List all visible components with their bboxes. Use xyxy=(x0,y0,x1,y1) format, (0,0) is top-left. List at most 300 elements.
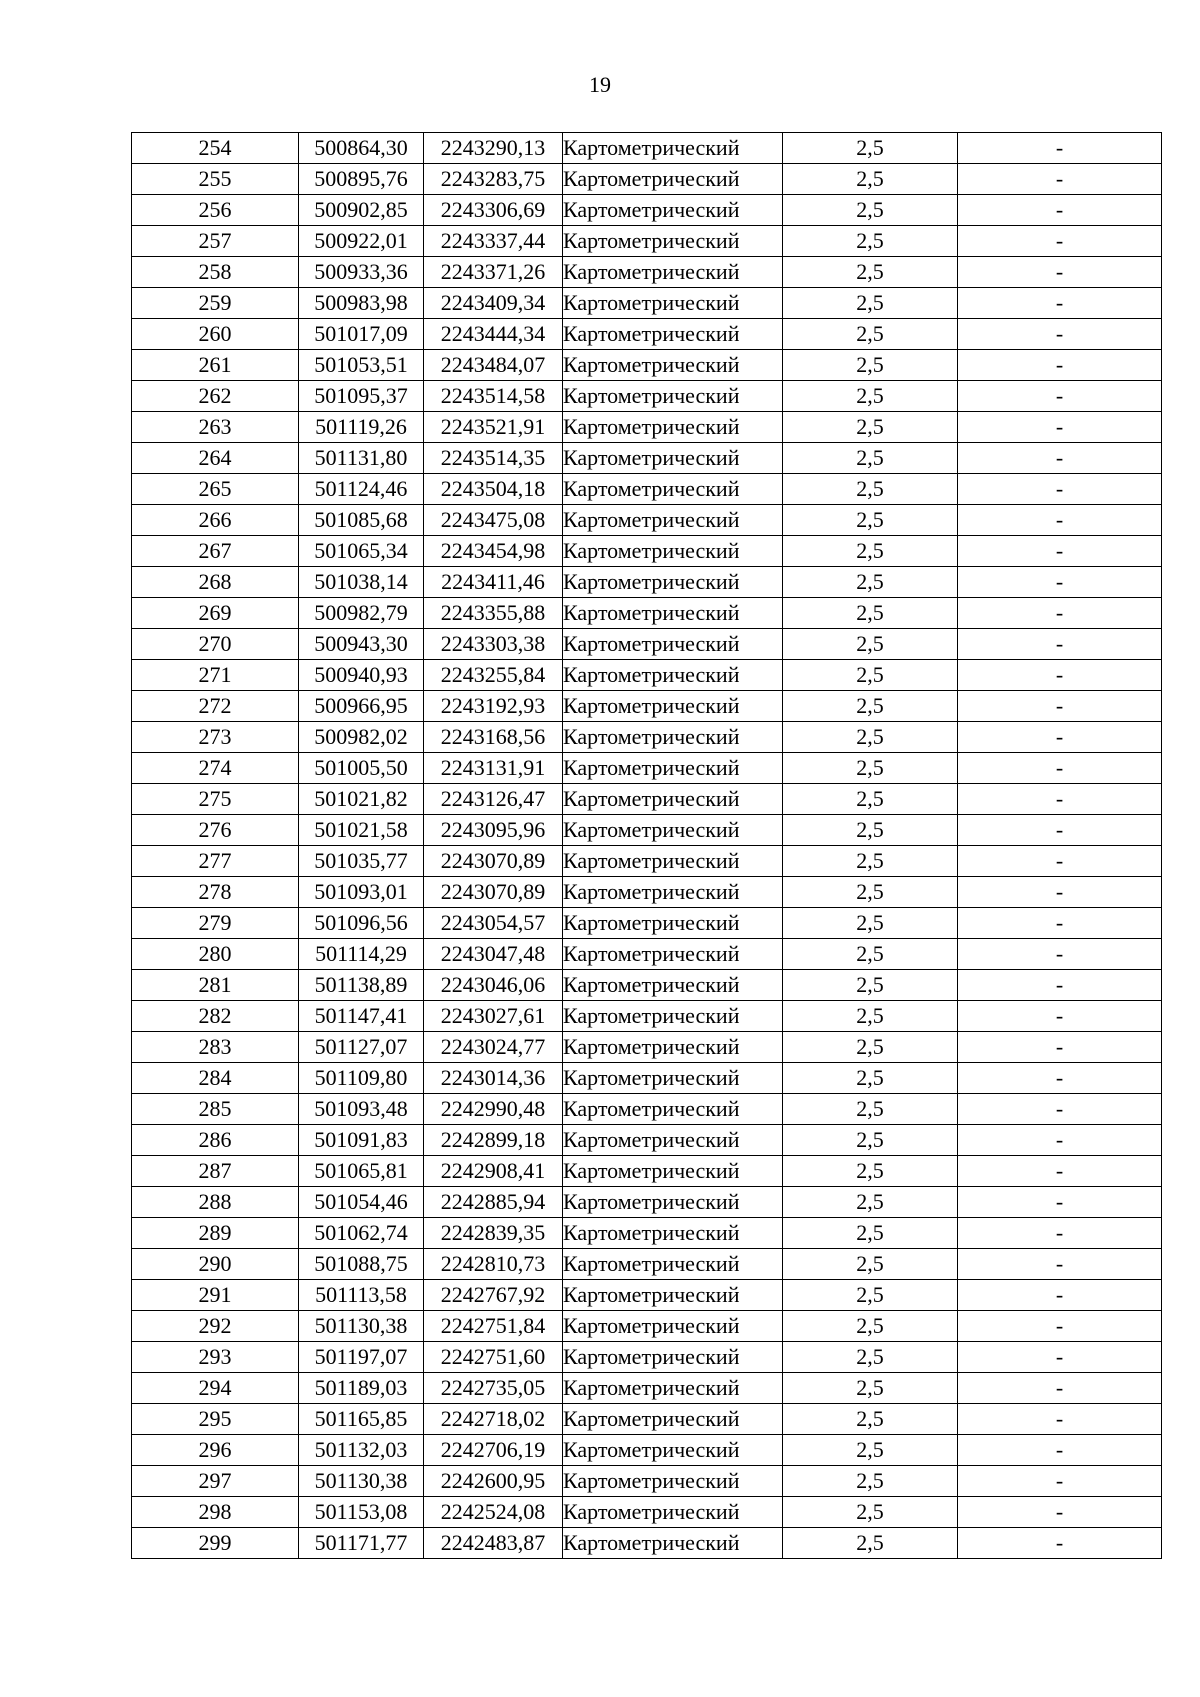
accuracy-cell: 2,5 xyxy=(783,412,958,443)
point-number-cell: 277 xyxy=(132,846,299,877)
accuracy-cell: 2,5 xyxy=(783,1218,958,1249)
y-coordinate-cell: 2242885,94 xyxy=(424,1187,563,1218)
x-coordinate-cell: 501005,50 xyxy=(299,753,424,784)
coordinates-table-body xyxy=(132,133,1162,1559)
accuracy-cell: 2,5 xyxy=(783,1373,958,1404)
table-row xyxy=(132,412,1162,443)
table-row xyxy=(132,474,1162,505)
description-cell: - xyxy=(958,1497,1162,1528)
table-row xyxy=(132,691,1162,722)
accuracy-cell: 2,5 xyxy=(783,381,958,412)
point-number-cell: 299 xyxy=(132,1528,299,1559)
description-cell: - xyxy=(958,474,1162,505)
table-row xyxy=(132,1001,1162,1032)
table-row xyxy=(132,846,1162,877)
x-coordinate-cell: 500982,02 xyxy=(299,722,424,753)
method-cell: Картометрический xyxy=(563,1435,783,1466)
y-coordinate-cell: 2243444,34 xyxy=(424,319,563,350)
point-number-cell: 290 xyxy=(132,1249,299,1280)
x-coordinate-cell: 501035,77 xyxy=(299,846,424,877)
point-number-cell: 263 xyxy=(132,412,299,443)
y-coordinate-cell: 2243514,58 xyxy=(424,381,563,412)
description-cell: - xyxy=(958,1156,1162,1187)
method-cell: Картометрический xyxy=(563,1125,783,1156)
accuracy-cell: 2,5 xyxy=(783,1528,958,1559)
description-cell: - xyxy=(958,1218,1162,1249)
description-cell: - xyxy=(958,1404,1162,1435)
description-cell: - xyxy=(958,1311,1162,1342)
x-coordinate-cell: 500983,98 xyxy=(299,288,424,319)
method-cell: Картометрический xyxy=(563,1466,783,1497)
table-row xyxy=(132,288,1162,319)
description-cell: - xyxy=(958,1435,1162,1466)
x-coordinate-cell: 501065,34 xyxy=(299,536,424,567)
x-coordinate-cell: 501138,89 xyxy=(299,970,424,1001)
accuracy-cell: 2,5 xyxy=(783,784,958,815)
y-coordinate-cell: 2243303,38 xyxy=(424,629,563,660)
point-number-cell: 258 xyxy=(132,257,299,288)
method-cell: Картометрический xyxy=(563,1249,783,1280)
method-cell: Картометрический xyxy=(563,877,783,908)
point-number-cell: 254 xyxy=(132,133,299,164)
x-coordinate-cell: 501197,07 xyxy=(299,1342,424,1373)
y-coordinate-cell: 2243521,91 xyxy=(424,412,563,443)
x-coordinate-cell: 500982,79 xyxy=(299,598,424,629)
table-row xyxy=(132,1435,1162,1466)
table-row xyxy=(132,970,1162,1001)
accuracy-cell: 2,5 xyxy=(783,164,958,195)
table-row xyxy=(132,1094,1162,1125)
y-coordinate-cell: 2243475,08 xyxy=(424,505,563,536)
table-row xyxy=(132,1156,1162,1187)
accuracy-cell: 2,5 xyxy=(783,226,958,257)
point-number-cell: 269 xyxy=(132,598,299,629)
table-row xyxy=(132,1063,1162,1094)
y-coordinate-cell: 2242908,41 xyxy=(424,1156,563,1187)
table-row xyxy=(132,133,1162,164)
point-number-cell: 295 xyxy=(132,1404,299,1435)
table-row xyxy=(132,195,1162,226)
table-row xyxy=(132,1342,1162,1373)
y-coordinate-cell: 2242483,87 xyxy=(424,1528,563,1559)
method-cell: Картометрический xyxy=(563,939,783,970)
y-coordinate-cell: 2242718,02 xyxy=(424,1404,563,1435)
point-number-cell: 287 xyxy=(132,1156,299,1187)
point-number-cell: 262 xyxy=(132,381,299,412)
accuracy-cell: 2,5 xyxy=(783,660,958,691)
accuracy-cell: 2,5 xyxy=(783,722,958,753)
method-cell: Картометрический xyxy=(563,1094,783,1125)
method-cell: Картометрический xyxy=(563,1342,783,1373)
table-row xyxy=(132,1404,1162,1435)
accuracy-cell: 2,5 xyxy=(783,939,958,970)
y-coordinate-cell: 2243454,98 xyxy=(424,536,563,567)
y-coordinate-cell: 2243283,75 xyxy=(424,164,563,195)
description-cell: - xyxy=(958,133,1162,164)
x-coordinate-cell: 500933,36 xyxy=(299,257,424,288)
x-coordinate-cell: 501130,38 xyxy=(299,1466,424,1497)
method-cell: Картометрический xyxy=(563,257,783,288)
x-coordinate-cell: 500864,30 xyxy=(299,133,424,164)
accuracy-cell: 2,5 xyxy=(783,1497,958,1528)
y-coordinate-cell: 2243484,07 xyxy=(424,350,563,381)
table-row xyxy=(132,1373,1162,1404)
method-cell: Картометрический xyxy=(563,846,783,877)
coordinates-table xyxy=(131,132,1162,1559)
table-row xyxy=(132,257,1162,288)
method-cell: Картометрический xyxy=(563,474,783,505)
accuracy-cell: 2,5 xyxy=(783,505,958,536)
x-coordinate-cell: 501054,46 xyxy=(299,1187,424,1218)
accuracy-cell: 2,5 xyxy=(783,536,958,567)
x-coordinate-cell: 501095,37 xyxy=(299,381,424,412)
x-coordinate-cell: 501093,48 xyxy=(299,1094,424,1125)
y-coordinate-cell: 2243504,18 xyxy=(424,474,563,505)
table-row xyxy=(132,939,1162,970)
accuracy-cell: 2,5 xyxy=(783,1280,958,1311)
description-cell: - xyxy=(958,691,1162,722)
description-cell: - xyxy=(958,567,1162,598)
description-cell: - xyxy=(958,288,1162,319)
point-number-cell: 273 xyxy=(132,722,299,753)
accuracy-cell: 2,5 xyxy=(783,1094,958,1125)
method-cell: Картометрический xyxy=(563,908,783,939)
method-cell: Картометрический xyxy=(563,1156,783,1187)
point-number-cell: 286 xyxy=(132,1125,299,1156)
table-row xyxy=(132,1032,1162,1063)
x-coordinate-cell: 501062,74 xyxy=(299,1218,424,1249)
y-coordinate-cell: 2243355,88 xyxy=(424,598,563,629)
accuracy-cell: 2,5 xyxy=(783,319,958,350)
point-number-cell: 261 xyxy=(132,350,299,381)
accuracy-cell: 2,5 xyxy=(783,195,958,226)
point-number-cell: 285 xyxy=(132,1094,299,1125)
description-cell: - xyxy=(958,1373,1162,1404)
point-number-cell: 291 xyxy=(132,1280,299,1311)
accuracy-cell: 2,5 xyxy=(783,1311,958,1342)
y-coordinate-cell: 2243047,48 xyxy=(424,939,563,970)
x-coordinate-cell: 501088,75 xyxy=(299,1249,424,1280)
y-coordinate-cell: 2242899,18 xyxy=(424,1125,563,1156)
x-coordinate-cell: 501119,26 xyxy=(299,412,424,443)
point-number-cell: 266 xyxy=(132,505,299,536)
y-coordinate-cell: 2243014,36 xyxy=(424,1063,563,1094)
point-number-cell: 267 xyxy=(132,536,299,567)
y-coordinate-cell: 2242706,19 xyxy=(424,1435,563,1466)
table-row xyxy=(132,1249,1162,1280)
accuracy-cell: 2,5 xyxy=(783,1001,958,1032)
x-coordinate-cell: 501114,29 xyxy=(299,939,424,970)
method-cell: Картометрический xyxy=(563,629,783,660)
y-coordinate-cell: 2242600,95 xyxy=(424,1466,563,1497)
x-coordinate-cell: 501189,03 xyxy=(299,1373,424,1404)
table-row xyxy=(132,164,1162,195)
description-cell: - xyxy=(958,443,1162,474)
point-number-cell: 284 xyxy=(132,1063,299,1094)
table-row xyxy=(132,1218,1162,1249)
accuracy-cell: 2,5 xyxy=(783,691,958,722)
description-cell: - xyxy=(958,226,1162,257)
point-number-cell: 298 xyxy=(132,1497,299,1528)
table-row xyxy=(132,381,1162,412)
point-number-cell: 268 xyxy=(132,567,299,598)
table-row xyxy=(132,505,1162,536)
method-cell: Картометрический xyxy=(563,1187,783,1218)
y-coordinate-cell: 2243255,84 xyxy=(424,660,563,691)
x-coordinate-cell: 501127,07 xyxy=(299,1032,424,1063)
point-number-cell: 292 xyxy=(132,1311,299,1342)
description-cell: - xyxy=(958,939,1162,970)
table-row xyxy=(132,443,1162,474)
point-number-cell: 293 xyxy=(132,1342,299,1373)
method-cell: Картометрический xyxy=(563,1001,783,1032)
point-number-cell: 272 xyxy=(132,691,299,722)
description-cell: - xyxy=(958,629,1162,660)
method-cell: Картометрический xyxy=(563,815,783,846)
table-row xyxy=(132,722,1162,753)
y-coordinate-cell: 2243054,57 xyxy=(424,908,563,939)
point-number-cell: 276 xyxy=(132,815,299,846)
y-coordinate-cell: 2242524,08 xyxy=(424,1497,563,1528)
accuracy-cell: 2,5 xyxy=(783,1342,958,1373)
table-row xyxy=(132,815,1162,846)
table-row xyxy=(132,1280,1162,1311)
y-coordinate-cell: 2243409,34 xyxy=(424,288,563,319)
x-coordinate-cell: 500902,85 xyxy=(299,195,424,226)
method-cell: Картометрический xyxy=(563,319,783,350)
method-cell: Картометрический xyxy=(563,660,783,691)
y-coordinate-cell: 2242810,73 xyxy=(424,1249,563,1280)
accuracy-cell: 2,5 xyxy=(783,846,958,877)
table-row xyxy=(132,598,1162,629)
description-cell: - xyxy=(958,1094,1162,1125)
accuracy-cell: 2,5 xyxy=(783,133,958,164)
x-coordinate-cell: 500895,76 xyxy=(299,164,424,195)
description-cell: - xyxy=(958,784,1162,815)
y-coordinate-cell: 2243126,47 xyxy=(424,784,563,815)
point-number-cell: 265 xyxy=(132,474,299,505)
point-number-cell: 294 xyxy=(132,1373,299,1404)
x-coordinate-cell: 501021,82 xyxy=(299,784,424,815)
description-cell: - xyxy=(958,1342,1162,1373)
y-coordinate-cell: 2243411,46 xyxy=(424,567,563,598)
x-coordinate-cell: 501124,46 xyxy=(299,474,424,505)
x-coordinate-cell: 501165,85 xyxy=(299,1404,424,1435)
table-row xyxy=(132,536,1162,567)
point-number-cell: 264 xyxy=(132,443,299,474)
method-cell: Картометрический xyxy=(563,753,783,784)
accuracy-cell: 2,5 xyxy=(783,753,958,784)
method-cell: Картометрический xyxy=(563,1280,783,1311)
description-cell: - xyxy=(958,753,1162,784)
x-coordinate-cell: 500966,95 xyxy=(299,691,424,722)
point-number-cell: 288 xyxy=(132,1187,299,1218)
accuracy-cell: 2,5 xyxy=(783,443,958,474)
method-cell: Картометрический xyxy=(563,536,783,567)
y-coordinate-cell: 2243290,13 xyxy=(424,133,563,164)
y-coordinate-cell: 2243168,56 xyxy=(424,722,563,753)
y-coordinate-cell: 2243070,89 xyxy=(424,877,563,908)
description-cell: - xyxy=(958,970,1162,1001)
method-cell: Картометрический xyxy=(563,1404,783,1435)
accuracy-cell: 2,5 xyxy=(783,1249,958,1280)
table-row xyxy=(132,784,1162,815)
point-number-cell: 289 xyxy=(132,1218,299,1249)
x-coordinate-cell: 501130,38 xyxy=(299,1311,424,1342)
table-row xyxy=(132,1125,1162,1156)
x-coordinate-cell: 501153,08 xyxy=(299,1497,424,1528)
description-cell: - xyxy=(958,877,1162,908)
description-cell: - xyxy=(958,1063,1162,1094)
description-cell: - xyxy=(958,1528,1162,1559)
method-cell: Картометрический xyxy=(563,164,783,195)
y-coordinate-cell: 2243192,93 xyxy=(424,691,563,722)
description-cell: - xyxy=(958,815,1162,846)
accuracy-cell: 2,5 xyxy=(783,1125,958,1156)
y-coordinate-cell: 2242839,35 xyxy=(424,1218,563,1249)
table-row xyxy=(132,567,1162,598)
method-cell: Картометрический xyxy=(563,598,783,629)
accuracy-cell: 2,5 xyxy=(783,1466,958,1497)
description-cell: - xyxy=(958,660,1162,691)
x-coordinate-cell: 501171,77 xyxy=(299,1528,424,1559)
accuracy-cell: 2,5 xyxy=(783,257,958,288)
table-row xyxy=(132,660,1162,691)
accuracy-cell: 2,5 xyxy=(783,1032,958,1063)
point-number-cell: 256 xyxy=(132,195,299,226)
method-cell: Картометрический xyxy=(563,226,783,257)
accuracy-cell: 2,5 xyxy=(783,815,958,846)
point-number-cell: 270 xyxy=(132,629,299,660)
description-cell: - xyxy=(958,1125,1162,1156)
x-coordinate-cell: 500922,01 xyxy=(299,226,424,257)
description-cell: - xyxy=(958,536,1162,567)
x-coordinate-cell: 501093,01 xyxy=(299,877,424,908)
y-coordinate-cell: 2243024,77 xyxy=(424,1032,563,1063)
method-cell: Картометрический xyxy=(563,567,783,598)
description-cell: - xyxy=(958,257,1162,288)
method-cell: Картометрический xyxy=(563,1032,783,1063)
x-coordinate-cell: 501021,58 xyxy=(299,815,424,846)
x-coordinate-cell: 501113,58 xyxy=(299,1280,424,1311)
accuracy-cell: 2,5 xyxy=(783,629,958,660)
y-coordinate-cell: 2242990,48 xyxy=(424,1094,563,1125)
description-cell: - xyxy=(958,1466,1162,1497)
accuracy-cell: 2,5 xyxy=(783,970,958,1001)
y-coordinate-cell: 2242751,60 xyxy=(424,1342,563,1373)
method-cell: Картометрический xyxy=(563,722,783,753)
method-cell: Картометрический xyxy=(563,1063,783,1094)
description-cell: - xyxy=(958,1001,1162,1032)
accuracy-cell: 2,5 xyxy=(783,288,958,319)
table-row xyxy=(132,350,1162,381)
description-cell: - xyxy=(958,164,1162,195)
y-coordinate-cell: 2242735,05 xyxy=(424,1373,563,1404)
table-row xyxy=(132,226,1162,257)
description-cell: - xyxy=(958,319,1162,350)
x-coordinate-cell: 501147,41 xyxy=(299,1001,424,1032)
description-cell: - xyxy=(958,505,1162,536)
table-row xyxy=(132,908,1162,939)
accuracy-cell: 2,5 xyxy=(783,1187,958,1218)
description-cell: - xyxy=(958,1032,1162,1063)
method-cell: Картометрический xyxy=(563,133,783,164)
method-cell: Картометрический xyxy=(563,350,783,381)
x-coordinate-cell: 501091,83 xyxy=(299,1125,424,1156)
method-cell: Картометрический xyxy=(563,505,783,536)
x-coordinate-cell: 501109,80 xyxy=(299,1063,424,1094)
y-coordinate-cell: 2243514,35 xyxy=(424,443,563,474)
accuracy-cell: 2,5 xyxy=(783,1404,958,1435)
description-cell: - xyxy=(958,598,1162,629)
accuracy-cell: 2,5 xyxy=(783,1156,958,1187)
y-coordinate-cell: 2242751,84 xyxy=(424,1311,563,1342)
description-cell: - xyxy=(958,350,1162,381)
method-cell: Картометрический xyxy=(563,1497,783,1528)
y-coordinate-cell: 2243131,91 xyxy=(424,753,563,784)
point-number-cell: 255 xyxy=(132,164,299,195)
y-coordinate-cell: 2243046,06 xyxy=(424,970,563,1001)
point-number-cell: 297 xyxy=(132,1466,299,1497)
description-cell: - xyxy=(958,722,1162,753)
description-cell: - xyxy=(958,846,1162,877)
description-cell: - xyxy=(958,381,1162,412)
accuracy-cell: 2,5 xyxy=(783,1063,958,1094)
y-coordinate-cell: 2243095,96 xyxy=(424,815,563,846)
y-coordinate-cell: 2243337,44 xyxy=(424,226,563,257)
point-number-cell: 260 xyxy=(132,319,299,350)
accuracy-cell: 2,5 xyxy=(783,567,958,598)
point-number-cell: 271 xyxy=(132,660,299,691)
method-cell: Картометрический xyxy=(563,970,783,1001)
point-number-cell: 278 xyxy=(132,877,299,908)
description-cell: - xyxy=(958,908,1162,939)
accuracy-cell: 2,5 xyxy=(783,877,958,908)
method-cell: Картометрический xyxy=(563,1311,783,1342)
x-coordinate-cell: 501132,03 xyxy=(299,1435,424,1466)
method-cell: Картометрический xyxy=(563,381,783,412)
description-cell: - xyxy=(958,1249,1162,1280)
y-coordinate-cell: 2242767,92 xyxy=(424,1280,563,1311)
x-coordinate-cell: 501085,68 xyxy=(299,505,424,536)
point-number-cell: 283 xyxy=(132,1032,299,1063)
method-cell: Картометрический xyxy=(563,1218,783,1249)
table-row xyxy=(132,1187,1162,1218)
table-row xyxy=(132,1311,1162,1342)
accuracy-cell: 2,5 xyxy=(783,908,958,939)
method-cell: Картометрический xyxy=(563,1373,783,1404)
table-row xyxy=(132,319,1162,350)
point-number-cell: 280 xyxy=(132,939,299,970)
x-coordinate-cell: 501053,51 xyxy=(299,350,424,381)
point-number-cell: 281 xyxy=(132,970,299,1001)
y-coordinate-cell: 2243306,69 xyxy=(424,195,563,226)
method-cell: Картометрический xyxy=(563,195,783,226)
x-coordinate-cell: 501131,80 xyxy=(299,443,424,474)
x-coordinate-cell: 500940,93 xyxy=(299,660,424,691)
accuracy-cell: 2,5 xyxy=(783,598,958,629)
point-number-cell: 296 xyxy=(132,1435,299,1466)
table-row xyxy=(132,753,1162,784)
x-coordinate-cell: 501017,09 xyxy=(299,319,424,350)
x-coordinate-cell: 501096,56 xyxy=(299,908,424,939)
accuracy-cell: 2,5 xyxy=(783,1435,958,1466)
table-row xyxy=(132,1528,1162,1559)
point-number-cell: 282 xyxy=(132,1001,299,1032)
table-row xyxy=(132,629,1162,660)
table-row xyxy=(132,1466,1162,1497)
description-cell: - xyxy=(958,412,1162,443)
